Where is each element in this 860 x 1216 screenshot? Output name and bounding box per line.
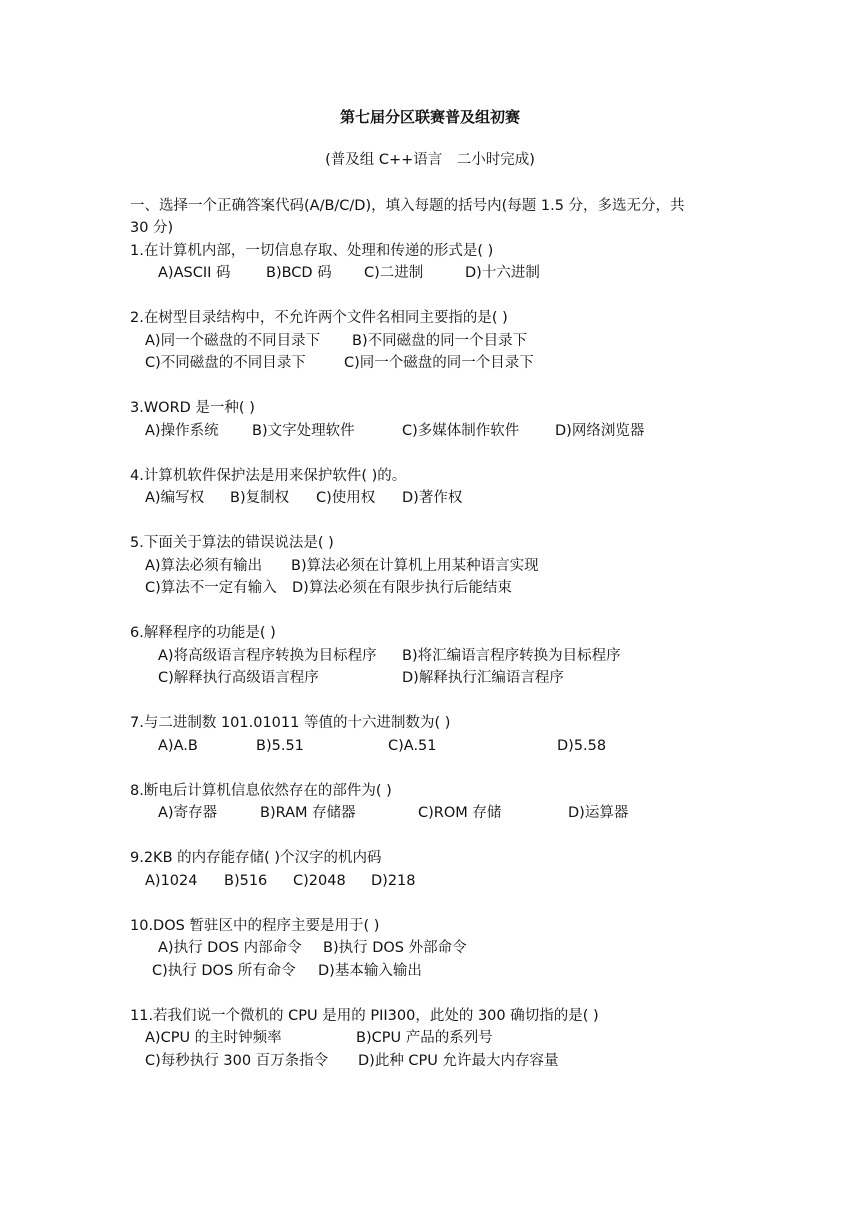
option: A)算法必须有输出: [145, 558, 263, 574]
question-stem: 3.WORD 是一种( ): [130, 400, 255, 416]
option: D)网络浏览器: [555, 423, 645, 439]
question-stem: 1.在计算机内部，一切信息存取、处理和传递的形式是( ): [130, 243, 494, 259]
option: D)此种 CPU 允许最大内存容量: [358, 1053, 559, 1069]
exam-title: 第七届分区联赛普及组初赛: [339, 108, 520, 126]
question-stem: 9.2KB 的内存能存储( )个汉字的机内码: [130, 850, 382, 866]
question-stem: 2.在树型目录结构中，不允许两个文件名相同主要指的是( ): [130, 310, 508, 326]
option: C)同一个磁盘的同一个目录下: [344, 355, 534, 371]
option: A)1024: [145, 873, 198, 889]
option: B)5.51: [256, 738, 304, 754]
question-stem: 6.解释程序的功能是( ): [130, 625, 276, 641]
option: A)编写权: [145, 490, 205, 506]
option: B)RAM 存储器: [260, 805, 356, 821]
section-instructions-line1: 一、选择一个正确答案代码(A/B/C/D)，填入每题的括号内(每题 1.5 分，多选无分，共: [130, 198, 685, 214]
option: B)BCD 码: [266, 265, 332, 281]
option: C)不同磁盘的不同目录下: [145, 355, 306, 371]
option: C)使用权: [316, 490, 376, 506]
option: C)算法不一定有输入: [145, 580, 277, 596]
option: C)ROM 存储: [418, 805, 502, 821]
option: A)操作系统: [145, 423, 219, 439]
option: D)著作权: [402, 490, 463, 506]
option: D)解释执行汇编语言程序: [402, 670, 564, 686]
option: B)516: [224, 873, 268, 889]
option: D)5.58: [557, 738, 607, 754]
option: B)复制权: [230, 490, 290, 506]
option: A)CPU 的主时钟频率: [145, 1030, 282, 1046]
option: A)A.B: [158, 738, 198, 754]
option: A)执行 DOS 内部命令: [158, 940, 302, 956]
option: A)ASCII 码: [158, 265, 231, 281]
option: A)同一个磁盘的不同目录下: [145, 333, 321, 349]
question-stem: 8.断电后计算机信息依然存在的部件为( ): [130, 783, 392, 799]
option: B)执行 DOS 外部命令: [323, 940, 467, 956]
option: C)解释执行高级语言程序: [158, 670, 319, 686]
question-stem: 11.若我们说一个微机的 CPU 是用的 PII300，此处的 300 确切指的是( ): [130, 1008, 599, 1024]
question-stem: 7.与二进制数 101.01011 等值的十六进制数为( ): [130, 715, 451, 731]
option: B)算法必须在计算机上用某种语言实现: [291, 558, 539, 574]
option: D)运算器: [568, 805, 629, 821]
option: D)218: [371, 873, 416, 889]
exam-subtitle: (普及组 C++语言 二小时完成): [325, 152, 535, 168]
option: C)二进制: [364, 265, 424, 281]
option: B)文字处理软件: [252, 423, 355, 439]
option: C)多媒体制作软件: [402, 423, 520, 439]
option: D)十六进制: [465, 265, 540, 281]
option: B)将汇编语言程序转换为目标程序: [402, 648, 621, 664]
option: C)2048: [293, 873, 346, 889]
option: C)执行 DOS 所有命令: [152, 963, 296, 979]
option: C)每秒执行 300 百万条指令: [145, 1053, 329, 1069]
question-stem: 10.DOS 暂驻区中的程序主要是用于( ): [130, 918, 380, 934]
option: D)基本输入输出: [318, 963, 422, 979]
option: B)不同磁盘的同一个目录下: [352, 333, 528, 349]
question-stem: 5.下面关于算法的错误说法是( ): [130, 535, 334, 551]
option: C)A.51: [388, 738, 437, 754]
option: A)寄存器: [158, 805, 218, 821]
option: B)CPU 产品的系列号: [356, 1030, 493, 1046]
section-instructions-line2: 30 分): [130, 220, 174, 236]
option: A)将高级语言程序转换为目标程序: [158, 648, 377, 664]
question-stem: 4.计算机软件保护法是用来保护软件( )的。: [130, 468, 407, 484]
option: D)算法必须在有限步执行后能结束: [292, 580, 512, 596]
